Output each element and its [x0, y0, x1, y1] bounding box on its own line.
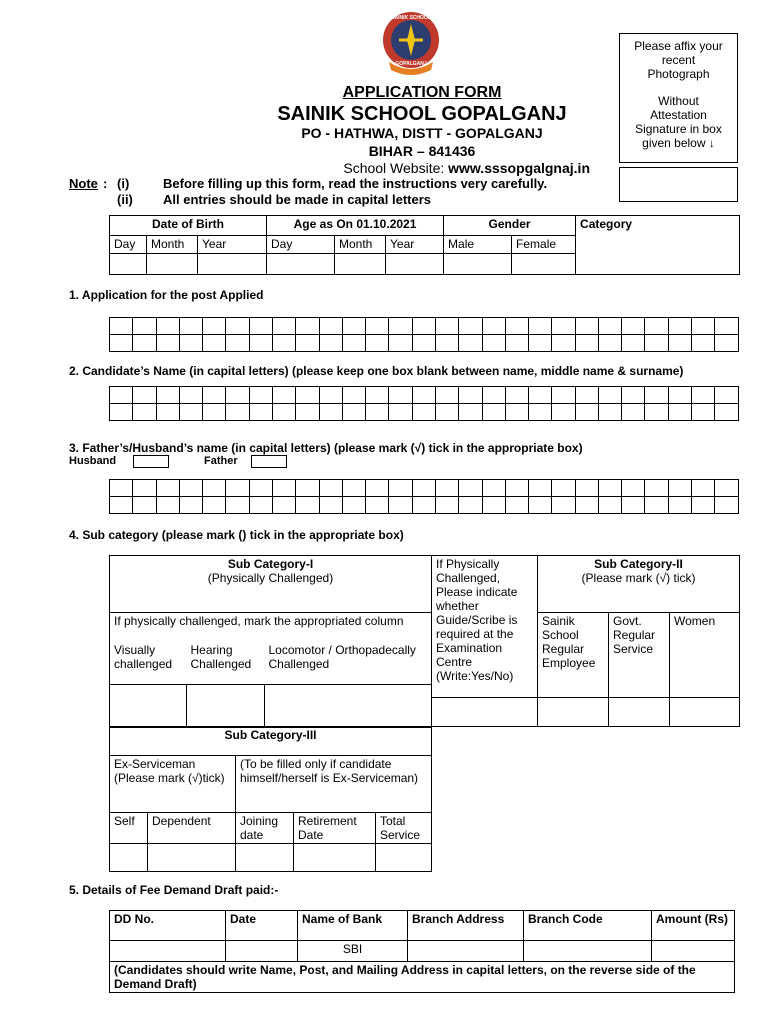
school-name: SAINIK SCHOOL GOPALGANJ	[277, 103, 567, 125]
dob-day-label: Day	[110, 236, 147, 254]
char-box[interactable]	[366, 497, 389, 514]
char-box[interactable]	[505, 404, 528, 421]
char-box[interactable]	[133, 497, 156, 514]
char-box[interactable]	[482, 480, 505, 497]
amount-header: Amount (Rs)	[652, 911, 735, 941]
govt-service-field[interactable]	[609, 698, 670, 727]
branch-address-header: Branch Address	[408, 911, 524, 941]
char-box[interactable]	[296, 497, 319, 514]
note-label: Note	[69, 176, 98, 191]
dd-no-field[interactable]	[110, 941, 226, 962]
char-box[interactable]	[179, 318, 202, 335]
fee-table	[109, 910, 735, 993]
char-box[interactable]	[203, 335, 226, 352]
char-box[interactable]	[156, 497, 179, 514]
char-box[interactable]	[110, 387, 133, 404]
char-box[interactable]	[249, 480, 272, 497]
char-box[interactable]	[226, 318, 249, 335]
char-box[interactable]	[133, 335, 156, 352]
char-box[interactable]	[342, 404, 365, 421]
locomotor-challenged-label: Locomotor / Orthopadecally Challenged	[265, 642, 432, 685]
char-box[interactable]	[529, 480, 552, 497]
char-box[interactable]	[622, 497, 645, 514]
char-box[interactable]	[459, 404, 482, 421]
char-box[interactable]	[715, 480, 739, 497]
hearing-challenged-field[interactable]	[187, 685, 265, 728]
joining-date-field[interactable]	[236, 844, 294, 872]
char-box[interactable]	[575, 404, 598, 421]
age-day-label: Day	[267, 236, 335, 254]
char-box[interactable]	[179, 404, 202, 421]
sub-category-1-instruction: If physically challenged, mark the appropriated column	[110, 613, 432, 642]
category-header[interactable]: Category	[576, 216, 740, 275]
photo-line: Signature in box	[635, 122, 722, 136]
dob-table	[109, 215, 740, 275]
char-box[interactable]	[389, 480, 412, 497]
signature-box[interactable]	[619, 167, 738, 202]
char-box[interactable]	[598, 404, 621, 421]
char-box[interactable]	[226, 404, 249, 421]
char-box[interactable]	[692, 335, 715, 352]
char-box[interactable]	[575, 318, 598, 335]
char-box[interactable]	[366, 387, 389, 404]
char-box[interactable]	[342, 497, 365, 514]
photo-line: Photograph	[647, 67, 710, 81]
char-box[interactable]	[179, 480, 202, 497]
char-box[interactable]	[622, 480, 645, 497]
char-box[interactable]	[645, 387, 668, 404]
char-box[interactable]	[319, 335, 342, 352]
dependent-label: Dependent	[148, 813, 236, 844]
logo-bottom-text: GOPALGANJ	[395, 61, 427, 67]
char-box[interactable]	[203, 404, 226, 421]
char-box[interactable]	[389, 404, 412, 421]
char-box[interactable]	[505, 335, 528, 352]
date-field[interactable]	[226, 941, 298, 962]
dd-no-header: DD No.	[110, 911, 226, 941]
char-box[interactable]	[389, 318, 412, 335]
women-label: Women	[670, 613, 740, 698]
char-box[interactable]	[575, 387, 598, 404]
char-box[interactable]	[319, 404, 342, 421]
char-box[interactable]	[435, 497, 458, 514]
dependent-field[interactable]	[148, 844, 236, 872]
father-checkbox[interactable]	[251, 455, 287, 468]
arrow-down-icon: ↓	[708, 136, 715, 150]
gender-female-field[interactable]	[512, 254, 576, 275]
char-box[interactable]	[459, 318, 482, 335]
sub-category-2-title: Sub Category-II	[594, 557, 683, 571]
website-url[interactable]: www.sssopgalgnaj.in	[448, 160, 590, 176]
char-box[interactable]	[715, 497, 739, 514]
sainik-school-employee-label: Sainik School Regular Employee	[538, 613, 609, 698]
char-box[interactable]	[598, 497, 621, 514]
char-box[interactable]	[668, 497, 691, 514]
char-box[interactable]	[505, 318, 528, 335]
guide-scribe-field[interactable]	[432, 698, 538, 727]
char-box[interactable]	[133, 404, 156, 421]
school-logo	[381, 10, 441, 78]
char-box[interactable]	[203, 387, 226, 404]
char-box[interactable]	[272, 387, 295, 404]
char-box[interactable]	[435, 404, 458, 421]
char-box[interactable]	[366, 480, 389, 497]
char-box[interactable]	[249, 335, 272, 352]
sub-category-2-header	[538, 556, 740, 613]
char-box[interactable]	[598, 480, 621, 497]
char-box[interactable]	[156, 404, 179, 421]
char-box[interactable]	[389, 497, 412, 514]
char-box[interactable]	[552, 480, 575, 497]
char-box[interactable]	[319, 387, 342, 404]
char-box[interactable]	[226, 387, 249, 404]
guide-scribe-note: If Physically Challenged, Please indicate whether Guide/Scribe is required at the Examination Centre (Write:Yes/No)	[432, 556, 538, 698]
dob-year-field[interactable]	[198, 254, 267, 275]
note-ii: (ii)	[117, 192, 133, 207]
note-colon: :	[103, 176, 108, 191]
sub-category-1-header	[110, 556, 432, 613]
age-year-field[interactable]	[386, 254, 444, 275]
joining-date-label: Joining date	[236, 813, 294, 844]
gender-female-label: Female	[512, 236, 576, 254]
char-box[interactable]	[249, 318, 272, 335]
dob-day-field[interactable]	[110, 254, 147, 275]
char-box[interactable]	[529, 404, 552, 421]
char-box[interactable]	[249, 387, 272, 404]
char-box[interactable]	[296, 404, 319, 421]
candidate-name-grid[interactable]	[109, 386, 739, 421]
char-box[interactable]	[179, 387, 202, 404]
char-box[interactable]	[552, 387, 575, 404]
school-address: PO - HATHWA, DISTT - GOPALGANJ	[301, 125, 543, 141]
note-i: (i)	[117, 176, 130, 191]
char-box[interactable]	[645, 318, 668, 335]
char-box[interactable]	[505, 497, 528, 514]
visually-challenged-field[interactable]	[110, 685, 187, 728]
char-box[interactable]	[412, 335, 435, 352]
char-box[interactable]	[645, 480, 668, 497]
logo-top-text: SAINIK SCHOOL	[391, 15, 431, 21]
govt-service-label: Govt. Regular Service	[609, 613, 670, 698]
char-box[interactable]	[552, 497, 575, 514]
self-field[interactable]	[110, 844, 148, 872]
char-box[interactable]	[272, 480, 295, 497]
date-header: Date	[226, 911, 298, 941]
sub-category-3-title: Sub Category-III	[110, 727, 432, 756]
char-box[interactable]	[412, 404, 435, 421]
char-box[interactable]	[435, 387, 458, 404]
char-box[interactable]	[203, 480, 226, 497]
char-box[interactable]	[598, 387, 621, 404]
branch-code-header: Branch Code	[524, 911, 652, 941]
char-box[interactable]	[668, 404, 691, 421]
char-box[interactable]	[435, 318, 458, 335]
char-box[interactable]	[482, 404, 505, 421]
char-box[interactable]	[226, 497, 249, 514]
section-2-title: 2. Candidate’s Name (in capital letters) (please keep one box blank between name, middle name & surname)	[69, 364, 684, 378]
char-box[interactable]	[575, 480, 598, 497]
school-website	[250, 160, 594, 176]
char-box[interactable]	[435, 335, 458, 352]
char-box[interactable]	[133, 387, 156, 404]
char-box[interactable]	[389, 335, 412, 352]
char-box[interactable]	[668, 318, 691, 335]
char-box[interactable]	[482, 497, 505, 514]
char-box[interactable]	[459, 480, 482, 497]
visually-challenged-label: Visually challenged	[110, 642, 187, 685]
char-box[interactable]	[226, 480, 249, 497]
char-box[interactable]	[272, 404, 295, 421]
char-box[interactable]	[412, 387, 435, 404]
char-box[interactable]	[366, 318, 389, 335]
char-box[interactable]	[342, 335, 365, 352]
age-year-label: Year	[386, 236, 444, 254]
dob-header: Date of Birth	[110, 216, 267, 236]
char-box[interactable]	[342, 480, 365, 497]
char-box[interactable]	[552, 404, 575, 421]
char-box[interactable]	[459, 335, 482, 352]
char-box[interactable]	[226, 335, 249, 352]
char-box[interactable]	[692, 480, 715, 497]
sub-category-2-subtitle: (Please mark (√) tick)	[581, 571, 696, 585]
char-box[interactable]	[692, 404, 715, 421]
char-box[interactable]	[459, 497, 482, 514]
hearing-challenged-label: Hearing Challenged	[187, 642, 265, 685]
char-box[interactable]	[412, 318, 435, 335]
photo-line: Attestation	[650, 108, 707, 122]
char-box[interactable]	[179, 335, 202, 352]
char-box[interactable]	[715, 318, 739, 335]
post-applied-grid[interactable]	[109, 317, 739, 352]
char-box[interactable]	[529, 497, 552, 514]
char-box[interactable]	[110, 497, 133, 514]
char-box[interactable]	[133, 318, 156, 335]
photo-line: Without	[658, 94, 699, 108]
char-box[interactable]	[249, 404, 272, 421]
char-box[interactable]	[692, 497, 715, 514]
char-box[interactable]	[692, 387, 715, 404]
bank-name-field[interactable]: SBI	[298, 941, 408, 962]
char-box[interactable]	[529, 387, 552, 404]
char-box[interactable]	[505, 387, 528, 404]
char-box[interactable]	[715, 404, 739, 421]
char-box[interactable]	[342, 318, 365, 335]
char-box[interactable]	[366, 404, 389, 421]
char-box[interactable]	[133, 480, 156, 497]
note-text-1: Before filling up this form, read the instructions very carefully.	[163, 176, 548, 191]
fee-note: (Candidates should write Name, Post, and Mailing Address in capital letters, on the reverse side of the Demand Draft)	[110, 962, 735, 993]
section-4-title: 4. Sub category (please mark () tick in the appropriate box)	[69, 528, 404, 542]
char-box[interactable]	[552, 335, 575, 352]
retirement-date-label: Retirement Date	[294, 813, 376, 844]
amount-field[interactable]	[652, 941, 735, 962]
char-box[interactable]	[575, 335, 598, 352]
sainik-school-employee-field[interactable]	[538, 698, 609, 727]
husband-checkbox[interactable]	[133, 455, 169, 468]
char-box[interactable]	[110, 335, 133, 352]
char-box[interactable]	[110, 318, 133, 335]
char-box[interactable]	[366, 335, 389, 352]
char-box[interactable]	[552, 318, 575, 335]
char-box[interactable]	[482, 387, 505, 404]
char-box[interactable]	[645, 335, 668, 352]
char-box[interactable]	[598, 335, 621, 352]
dob-year-label: Year	[198, 236, 267, 254]
age-month-label: Month	[335, 236, 386, 254]
form-title: APPLICATION FORM	[342, 84, 502, 101]
char-box[interactable]	[529, 318, 552, 335]
char-box[interactable]	[110, 480, 133, 497]
char-box[interactable]	[645, 404, 668, 421]
retirement-date-field[interactable]	[294, 844, 376, 872]
char-box[interactable]	[272, 497, 295, 514]
gender-header: Gender	[444, 216, 576, 236]
char-box[interactable]	[575, 497, 598, 514]
char-box[interactable]	[435, 480, 458, 497]
char-box[interactable]	[482, 318, 505, 335]
sub-category-1-title: Sub Category-I	[227, 557, 314, 571]
section-3-title: 3. Father’s/Husband’s name (in capital letters) (please mark (√) tick in the appropriate box)	[69, 441, 583, 455]
sub-category-3-table	[109, 726, 432, 872]
char-box[interactable]	[156, 318, 179, 335]
age-month-field[interactable]	[335, 254, 386, 275]
age-header: Age as On 01.10.2021	[267, 216, 444, 236]
locomotor-challenged-field[interactable]	[265, 685, 432, 728]
char-box[interactable]	[715, 387, 739, 404]
school-pin: BIHAR – 841436	[368, 143, 476, 159]
char-box[interactable]	[715, 335, 739, 352]
total-service-field[interactable]	[376, 844, 432, 872]
char-box[interactable]	[296, 335, 319, 352]
photo-line: recent	[661, 53, 696, 67]
total-service-label: Total Service	[376, 813, 432, 844]
photo-line: given below	[642, 136, 706, 150]
char-box[interactable]	[272, 318, 295, 335]
gender-male-field[interactable]	[444, 254, 512, 275]
branch-code-field[interactable]	[524, 941, 652, 962]
char-box[interactable]	[296, 480, 319, 497]
char-box[interactable]	[505, 480, 528, 497]
char-box[interactable]	[179, 497, 202, 514]
char-box[interactable]	[296, 387, 319, 404]
char-box[interactable]	[249, 497, 272, 514]
sub-category-2-table	[431, 555, 740, 727]
char-box[interactable]	[645, 497, 668, 514]
char-box[interactable]	[156, 335, 179, 352]
char-box[interactable]	[459, 387, 482, 404]
ex-serviceman-label: Ex-Serviceman (Please mark (√)tick)	[110, 756, 236, 813]
self-label: Self	[110, 813, 148, 844]
char-box[interactable]	[668, 480, 691, 497]
gender-male-label: Male	[444, 236, 512, 254]
section-1-title: 1. Application for the post Applied	[69, 288, 264, 302]
dob-month-label: Month	[147, 236, 198, 254]
women-field[interactable]	[670, 698, 740, 727]
char-box[interactable]	[156, 480, 179, 497]
photo-line: Please affix your	[634, 39, 723, 53]
char-box[interactable]	[272, 335, 295, 352]
char-box[interactable]	[319, 318, 342, 335]
husband-label: Husband	[69, 455, 117, 467]
char-box[interactable]	[482, 335, 505, 352]
sub-category-1-subtitle: (Physically Challenged)	[207, 571, 334, 585]
char-box[interactable]	[529, 335, 552, 352]
ex-serviceman-note: (To be filled only if candidate himself/herself is Ex-Serviceman)	[236, 756, 432, 813]
photo-box[interactable]	[619, 33, 738, 163]
bank-name-header: Name of Bank	[298, 911, 408, 941]
father-husband-name-grid[interactable]	[109, 479, 739, 514]
char-box[interactable]	[692, 318, 715, 335]
father-label: Father	[204, 455, 238, 467]
char-box[interactable]	[622, 318, 645, 335]
char-box[interactable]	[319, 480, 342, 497]
website-label: School Website:	[343, 160, 449, 176]
sub-category-1-table	[109, 555, 432, 728]
char-box[interactable]	[203, 497, 226, 514]
char-box[interactable]	[622, 404, 645, 421]
char-box[interactable]	[668, 387, 691, 404]
char-box[interactable]	[668, 335, 691, 352]
char-box[interactable]	[622, 387, 645, 404]
age-day-field[interactable]	[267, 254, 335, 275]
char-box[interactable]	[342, 387, 365, 404]
section-5-title: 5. Details of Fee Demand Draft paid:-	[69, 883, 279, 897]
char-box[interactable]	[319, 497, 342, 514]
char-box[interactable]	[389, 387, 412, 404]
char-box[interactable]	[622, 335, 645, 352]
dob-month-field[interactable]	[147, 254, 198, 275]
branch-address-field[interactable]	[408, 941, 524, 962]
char-box[interactable]	[412, 480, 435, 497]
note-text-2: All entries should be made in capital letters	[163, 192, 432, 207]
char-box[interactable]	[598, 318, 621, 335]
char-box[interactable]	[156, 387, 179, 404]
char-box[interactable]	[296, 318, 319, 335]
char-box[interactable]	[412, 497, 435, 514]
char-box[interactable]	[203, 318, 226, 335]
char-box[interactable]	[110, 404, 133, 421]
